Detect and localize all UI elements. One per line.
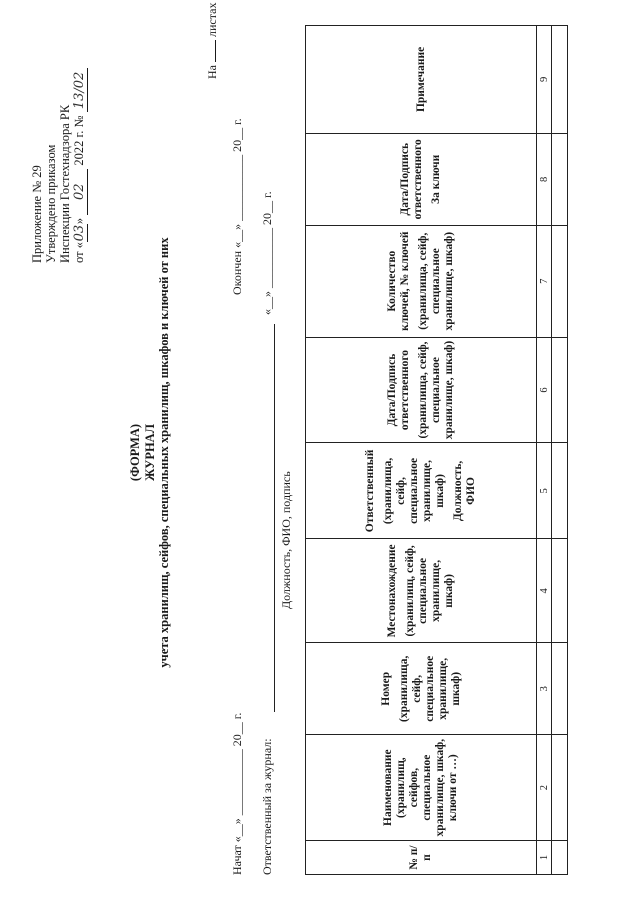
column-header-6 bbox=[306, 337, 537, 443]
column-header-line: Наименование (хранилищ, сейфов, специальное хранилище, шкаф, ключи от …) bbox=[382, 738, 459, 837]
responsible-date: «__» __________ 20__ г. bbox=[260, 191, 274, 315]
number-label: г. № bbox=[72, 115, 86, 138]
header-row bbox=[306, 26, 537, 875]
ended-line: Окончен «__» ___________ 20__ г. bbox=[230, 118, 244, 295]
handwritten-day: 03 bbox=[72, 224, 87, 242]
column-header-3 bbox=[306, 643, 537, 735]
journal-table bbox=[305, 25, 568, 875]
column-header-line: Дата/Подпись ответственного bbox=[399, 139, 424, 220]
column-header-line: № п/п bbox=[408, 845, 433, 870]
column-header-line: (хранилищ, сейф, специальное хранилище, шкаф) bbox=[404, 545, 455, 637]
table-cell bbox=[552, 443, 568, 539]
table-cell bbox=[552, 337, 568, 443]
date-prefix: от « bbox=[72, 242, 86, 263]
form-label: (ФОРМА) bbox=[128, 423, 142, 482]
date-mid: » bbox=[72, 217, 86, 225]
column-header-8 bbox=[306, 133, 537, 225]
sheets-prefix: На bbox=[205, 65, 219, 79]
started-line: Начат «__» ___________ 20__ г. bbox=[230, 712, 244, 875]
table-cell bbox=[552, 133, 568, 225]
approval-line-1: Приложение № 29 bbox=[30, 165, 44, 263]
column-header-line: Количество ключей, № ключей bbox=[386, 231, 411, 331]
column-number: 9 bbox=[537, 26, 552, 134]
table-cell bbox=[552, 735, 568, 841]
table-cell bbox=[552, 643, 568, 735]
column-header-line: Местонахождение bbox=[386, 544, 398, 638]
column-number: 5 bbox=[537, 443, 552, 539]
column-number: 7 bbox=[537, 225, 552, 337]
column-header-text bbox=[386, 229, 456, 334]
column-number-row bbox=[537, 26, 552, 875]
column-header-line: (хранилища, сейф, специальное хранилище, шкаф) bbox=[397, 655, 462, 722]
responsible-label: Ответственный за журнал: bbox=[260, 738, 274, 875]
approval-line-4 bbox=[72, 68, 88, 263]
column-header-line: (хранилища, сейф, специальное хранилище, шкаф) bbox=[417, 231, 455, 331]
approval-line-3: Инспекции Гостехнадзора РК bbox=[58, 104, 72, 263]
column-header-line: Номер bbox=[379, 671, 392, 706]
table-cell bbox=[552, 841, 568, 875]
handwritten-month: 02 bbox=[73, 169, 88, 215]
column-header-line: Ответственный bbox=[364, 449, 376, 533]
column-header-text bbox=[364, 446, 478, 535]
column-header-text bbox=[386, 542, 456, 639]
column-header-1 bbox=[306, 841, 537, 875]
column-header-4 bbox=[306, 539, 537, 643]
column-header-text bbox=[399, 137, 443, 222]
column-header-9 bbox=[306, 26, 537, 134]
column-header-text bbox=[386, 341, 456, 440]
column-header-text bbox=[408, 844, 434, 871]
column-header-line: Дата/Подпись ответственного bbox=[386, 349, 411, 431]
journal-subtitle: учета хранилищ, сейфов, специальных хранилищ, шкафов и ключей от них bbox=[157, 237, 171, 668]
journal-title: ЖУРНАЛ bbox=[143, 423, 157, 482]
column-header-line: (хранилища, сейф, специальное хранилище, шкаф) bbox=[382, 457, 446, 525]
column-header-5 bbox=[306, 443, 537, 539]
column-number: 8 bbox=[537, 133, 552, 225]
column-header-text bbox=[382, 738, 460, 837]
approval-line-2: Утверждено приказом bbox=[44, 144, 58, 263]
table-cell bbox=[552, 539, 568, 643]
column-number: 2 bbox=[537, 735, 552, 841]
column-header-line: Примечание bbox=[414, 46, 427, 113]
sheets-count bbox=[205, 3, 220, 79]
column-header-text bbox=[380, 646, 463, 731]
column-header-7 bbox=[306, 225, 537, 337]
column-number: 6 bbox=[537, 337, 552, 443]
table-cell bbox=[552, 26, 568, 134]
column-header-line: За ключи bbox=[430, 154, 442, 204]
column-number: 4 bbox=[537, 539, 552, 643]
sheets-suffix: листах bbox=[205, 2, 219, 37]
table-cell bbox=[552, 225, 568, 337]
column-number: 1 bbox=[537, 841, 552, 875]
column-header-line: (хранилища, сейф, специальное хранилище, шкаф) bbox=[417, 340, 455, 440]
column-header-text bbox=[415, 29, 428, 130]
column-number: 3 bbox=[537, 643, 552, 735]
column-header-line: Должность, ФИО bbox=[452, 460, 477, 522]
handwritten-number: 13/02 bbox=[73, 68, 88, 112]
table-row bbox=[552, 26, 568, 875]
responsible-underline bbox=[274, 324, 275, 712]
responsible-hint: Должность, ФИО, подпись bbox=[279, 471, 293, 609]
column-header-2 bbox=[306, 735, 537, 841]
year: 2022 bbox=[72, 140, 86, 166]
